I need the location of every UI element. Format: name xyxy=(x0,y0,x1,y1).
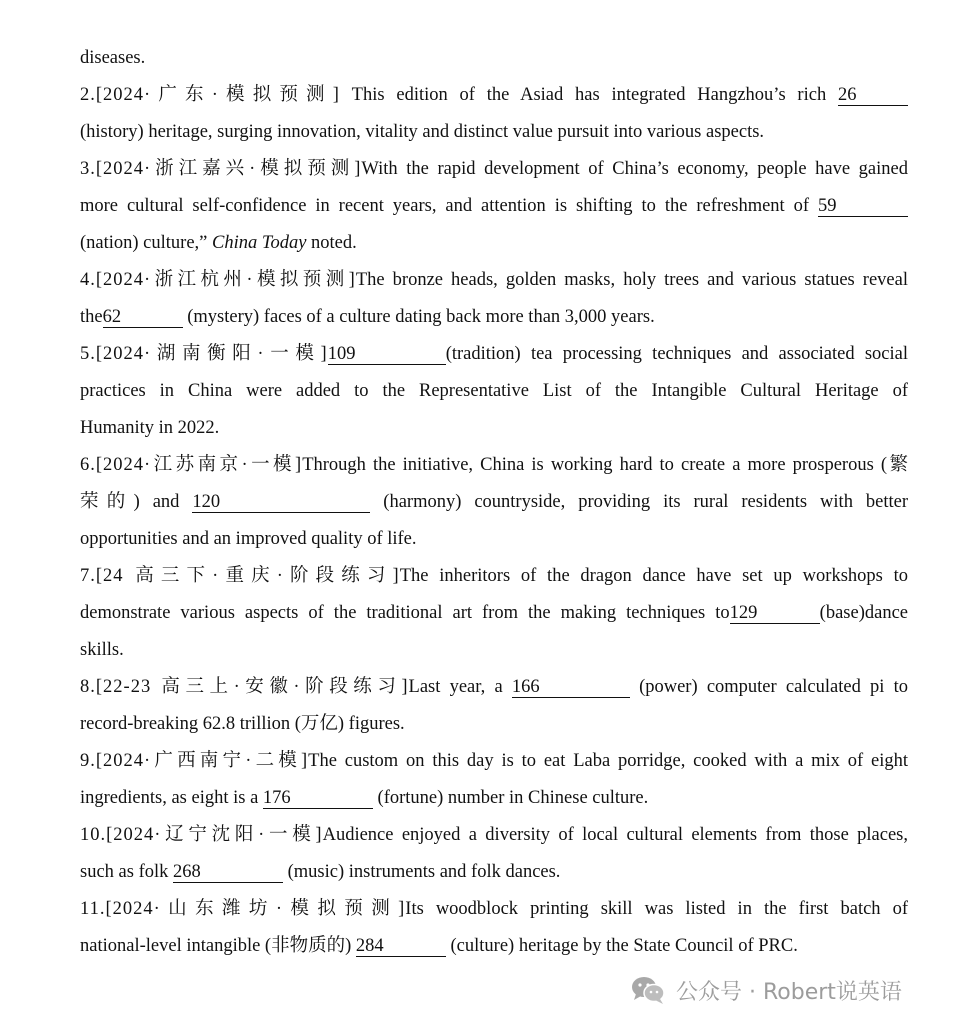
answer-blank: 62 xyxy=(103,307,183,328)
question-11: 11.[2024·山东潍坊·模拟预测]Its woodblock printing skill was listed in the first batch of xyxy=(80,899,908,919)
question-10: 10.[2024·辽宁沈阳·一模]Audience enjoyed a diversity of local cultural elements from those places, xyxy=(80,825,908,845)
question-5: 5.[2024·湖南衡阳·一模]109 (tradition) tea processing techniques and associated social xyxy=(80,344,908,364)
answer-blank: 166 xyxy=(512,677,630,698)
question-9: 9.[2024·广西南宁·二模]The custom on this day is to eat Laba porridge, cooked with a mix of eight xyxy=(80,751,908,771)
answer-blank: 120 xyxy=(192,492,370,513)
question-6: 6.[2024·江苏南京·一模]Through the initiative, China is working hard to create a more prosperous (繁 xyxy=(80,455,908,475)
question-3: 3.[2024·浙江嘉兴·模拟预测]With the rapid development of China’s economy, people have gained xyxy=(80,159,908,179)
text-line: (nation) culture,” China Today noted. xyxy=(80,233,357,253)
wechat-icon xyxy=(630,975,666,1005)
text-line: national-level intangible (非物质的) 284 (culture) heritage by the State Council of PRC. xyxy=(80,936,798,956)
answer-blank: 59 xyxy=(818,196,908,217)
answer-blank: 284 xyxy=(356,936,446,957)
answer-blank: 129 xyxy=(730,603,820,624)
text-line: 荣的) and 120 (harmony) countryside, providing its rural residents with better xyxy=(80,492,908,512)
watermark xyxy=(630,970,902,1010)
question-4: 4.[2024·浙江杭州·模拟预测]The bronze heads, golden masks, holy trees and various statues reveal xyxy=(80,270,908,290)
watermark-text: 公众号 · Robert说英语 xyxy=(676,979,902,1005)
text-line: diseases. xyxy=(80,48,146,68)
document-page xyxy=(80,40,908,965)
text-line: demonstrate various aspects of the traditional art from the making techniques to129 (base)dance xyxy=(80,603,908,623)
text-line: (history) heritage, surging innovation, vitality and distinct value pursuit into various aspects. xyxy=(80,122,765,142)
question-8: 8.[22-23 高三上·安徽·阶段练习]Last year, a 166 (power) computer calculated pi to xyxy=(80,677,908,697)
text-line: the62 (mystery) faces of a culture dating back more than 3,000 years. xyxy=(80,307,655,327)
answer-blank: 268 xyxy=(173,862,283,883)
text-line: record-breaking 62.8 trillion (万亿) figures. xyxy=(80,714,405,734)
answer-blank: 109 xyxy=(328,344,446,365)
text-line: opportunities and an improved quality of life. xyxy=(80,529,417,549)
text-line: skills. xyxy=(80,640,124,660)
question-7: 7.[24 高三下·重庆·阶段练习]The inheritors of the dragon dance have set up workshops to xyxy=(80,566,908,586)
question-2: 2.[2024·广东·模拟预测] This edition of the Asiad has integrated Hangzhou’s rich 26 xyxy=(80,77,908,114)
text-line: ingredients, as eight is a 176 (fortune) number in Chinese culture. xyxy=(80,788,649,808)
answer-blank: 26 xyxy=(838,85,908,106)
text-line: such as folk 268 (music) instruments and folk dances. xyxy=(80,862,561,882)
text-line: more cultural self-confidence in recent years, and attention is shifting to the refreshment of 59 xyxy=(80,188,908,225)
text-line: practices in China were added to the Representative List of the Intangible Cultural Heritage of xyxy=(80,381,908,401)
answer-blank: 176 xyxy=(263,788,373,809)
text-line: Humanity in 2022. xyxy=(80,418,220,438)
